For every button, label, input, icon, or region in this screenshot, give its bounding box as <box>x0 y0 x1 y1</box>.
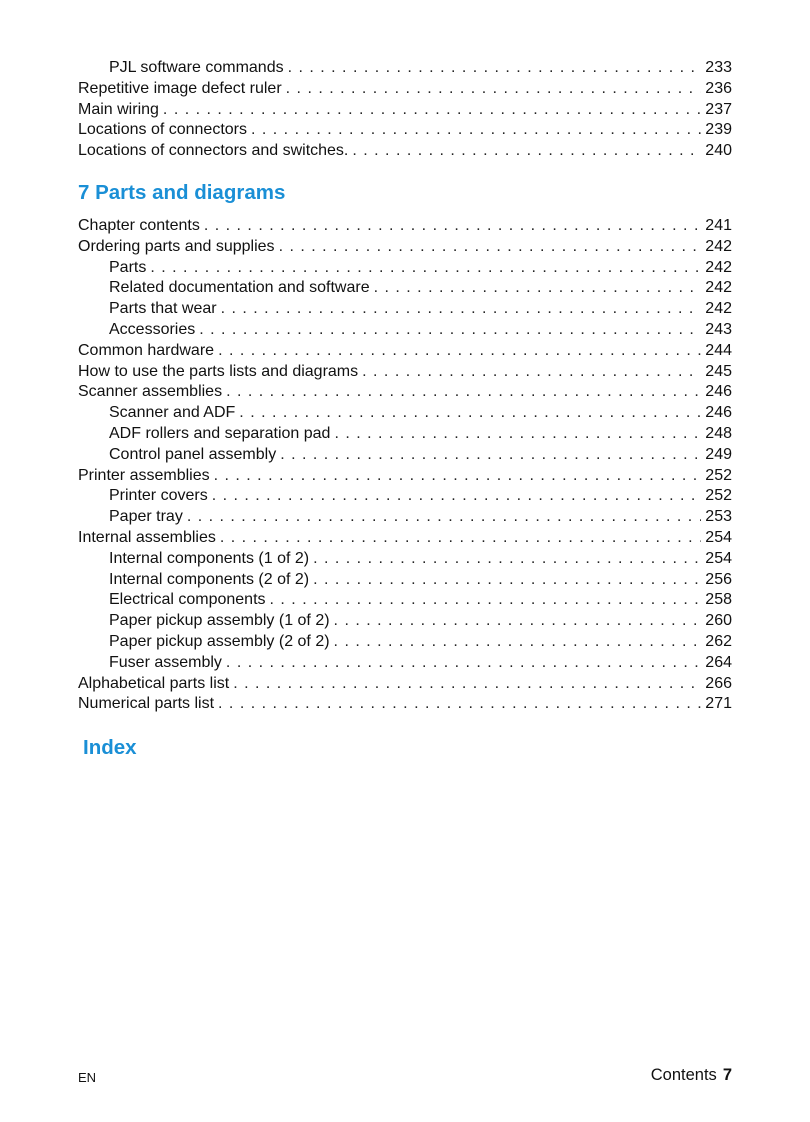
toc-entry[interactable] <box>78 120 732 141</box>
dot-leader <box>221 299 702 320</box>
toc-entry-page: 233 <box>705 59 732 76</box>
dot-leader <box>163 100 701 121</box>
toc-entry-label: Parts that wear <box>109 300 217 318</box>
dot-leader <box>218 694 701 715</box>
dot-leader <box>204 216 701 237</box>
toc-entry[interactable] <box>78 549 732 570</box>
toc-entry-page: 242 <box>705 300 732 318</box>
dot-leader <box>286 79 702 100</box>
chapter-heading[interactable]: 7 Parts and diagrams <box>78 181 286 204</box>
dot-leader <box>233 674 701 695</box>
toc-entry[interactable] <box>78 403 732 424</box>
dot-leader <box>288 58 702 79</box>
toc-entry-label: Repetitive image defect ruler <box>78 79 282 97</box>
footer-page-number: 7 <box>722 1066 732 1084</box>
toc-entry-page: 241 <box>705 217 732 234</box>
toc-entry-label: Main wiring <box>78 100 159 118</box>
dot-leader <box>214 466 702 487</box>
dot-leader <box>220 528 701 549</box>
dot-leader <box>334 611 702 632</box>
toc-entry-label: Alphabetical parts list <box>78 674 230 692</box>
toc-entry[interactable] <box>78 216 732 237</box>
toc-entry-label: Numerical parts list <box>78 695 215 713</box>
toc-entry-page: 260 <box>705 612 732 630</box>
toc-entry-page: 248 <box>705 424 732 442</box>
dot-leader <box>270 590 702 611</box>
toc-entry[interactable] <box>78 320 732 341</box>
toc-entry[interactable] <box>78 570 732 591</box>
toc-entry-label: Paper pickup assembly (2 of 2) <box>109 632 330 650</box>
toc-entry[interactable] <box>78 507 732 528</box>
dot-leader <box>218 341 701 362</box>
toc-entry-label: Electrical components <box>109 591 266 609</box>
toc-entry-page: 249 <box>705 445 732 463</box>
toc-entry[interactable] <box>78 424 732 445</box>
toc-entry[interactable] <box>78 674 732 695</box>
toc-entry[interactable] <box>78 141 732 162</box>
toc-entry-page: 246 <box>705 404 732 422</box>
dot-leader <box>199 320 701 341</box>
dot-leader <box>352 141 701 162</box>
toc-entry[interactable] <box>78 362 732 383</box>
toc-entry-label: Fuser assembly <box>109 653 222 671</box>
toc-entry-label: Locations of connectors and switches. <box>78 142 349 160</box>
dot-leader <box>251 120 701 141</box>
toc-entry-page: 252 <box>705 466 732 484</box>
toc-entry-page: 258 <box>705 591 732 609</box>
toc-entry-page: 256 <box>705 570 732 588</box>
toc-entry[interactable] <box>78 486 732 507</box>
dot-leader <box>279 237 702 258</box>
toc-list-chapter7 <box>78 216 732 715</box>
toc-entry-page: 242 <box>705 237 732 255</box>
toc-entry-label: How to use the parts lists and diagrams <box>78 362 359 380</box>
toc-entry[interactable] <box>78 278 732 299</box>
toc-entry-page: 242 <box>705 279 732 297</box>
dot-leader <box>226 653 701 674</box>
toc-entry-label: Accessories <box>109 320 196 338</box>
toc-entry[interactable] <box>78 694 732 715</box>
toc-entry-page: 236 <box>705 79 732 97</box>
toc-entry[interactable] <box>78 299 732 320</box>
dot-leader <box>313 570 701 591</box>
toc-entry-label: Control panel assembly <box>109 445 277 463</box>
dot-leader <box>226 382 701 403</box>
toc-entry-label: Paper pickup assembly (1 of 2) <box>109 612 330 630</box>
toc-entry-page: 242 <box>705 258 732 276</box>
toc-entry-label: Chapter contents <box>78 217 200 234</box>
dot-leader <box>239 403 701 424</box>
toc-entry-label: Internal assemblies <box>78 528 216 546</box>
toc-entry-page: 254 <box>705 549 732 567</box>
toc-entry[interactable] <box>78 258 732 279</box>
toc-entry-page: 266 <box>705 674 732 692</box>
toc-entry-label: ADF rollers and separation pad <box>109 424 331 442</box>
dot-leader <box>212 486 702 507</box>
toc-entry-label: PJL software commands <box>109 59 284 76</box>
toc-entry-label: Printer covers <box>109 487 208 505</box>
toc-entry-page: 254 <box>705 528 732 546</box>
dot-leader <box>362 362 701 383</box>
toc-entry-label: Common hardware <box>78 341 215 359</box>
toc-entry-label: Locations of connectors <box>78 121 247 139</box>
dot-leader <box>374 278 702 299</box>
toc-entry-page: 245 <box>705 362 732 380</box>
toc-entry-page: 240 <box>705 142 732 160</box>
toc-entry-label: Related documentation and software <box>109 279 370 297</box>
index-heading[interactable]: Index <box>83 736 137 759</box>
toc-entry-page: 239 <box>705 121 732 139</box>
toc-entry-label: Internal components (2 of 2) <box>109 570 310 588</box>
toc-entry-page: 262 <box>705 632 732 650</box>
toc-entry[interactable] <box>78 611 732 632</box>
toc-entry-page: 271 <box>705 695 732 713</box>
toc-entry-label: Parts <box>109 258 147 276</box>
toc-entry-label: Internal components (1 of 2) <box>109 549 310 567</box>
toc-entry[interactable] <box>78 79 732 100</box>
toc-entry[interactable] <box>78 382 732 403</box>
toc-entry-page: 246 <box>705 383 732 401</box>
toc-entry-page: 244 <box>705 341 732 359</box>
dot-leader <box>334 424 701 445</box>
toc-entry-page: 264 <box>705 653 732 671</box>
toc-entry[interactable] <box>78 632 732 653</box>
dot-leader <box>334 632 702 653</box>
toc-entry[interactable] <box>78 341 732 362</box>
toc-entry[interactable] <box>78 237 732 258</box>
footer-page-label <box>651 1066 732 1085</box>
toc-entry[interactable] <box>78 100 732 121</box>
toc-entry[interactable] <box>78 528 732 549</box>
toc-entry-label: Ordering parts and supplies <box>78 237 275 255</box>
footer-section: Contents <box>650 1066 717 1084</box>
toc-entry-page: 252 <box>705 487 732 505</box>
toc-entry-label: Paper tray <box>109 508 183 526</box>
dot-leader <box>280 445 701 466</box>
footer-language: EN <box>78 1070 97 1085</box>
dot-leader <box>313 549 701 570</box>
dot-leader <box>150 258 701 279</box>
toc-entry[interactable] <box>78 653 732 674</box>
dot-leader <box>187 507 701 528</box>
toc-entry-page: 237 <box>705 100 732 118</box>
toc-list-top <box>78 58 732 162</box>
toc-entry-page: 253 <box>705 508 732 526</box>
toc-entry[interactable] <box>78 445 732 466</box>
toc-entry[interactable] <box>78 466 732 487</box>
toc-entry-label: Scanner assemblies <box>78 383 223 401</box>
toc-entry[interactable] <box>78 58 732 79</box>
toc-entry-page: 243 <box>705 320 732 338</box>
toc-entry-label: Printer assemblies <box>78 466 210 484</box>
toc-entry[interactable] <box>78 590 732 611</box>
toc-entry-label: Scanner and ADF <box>109 404 236 422</box>
